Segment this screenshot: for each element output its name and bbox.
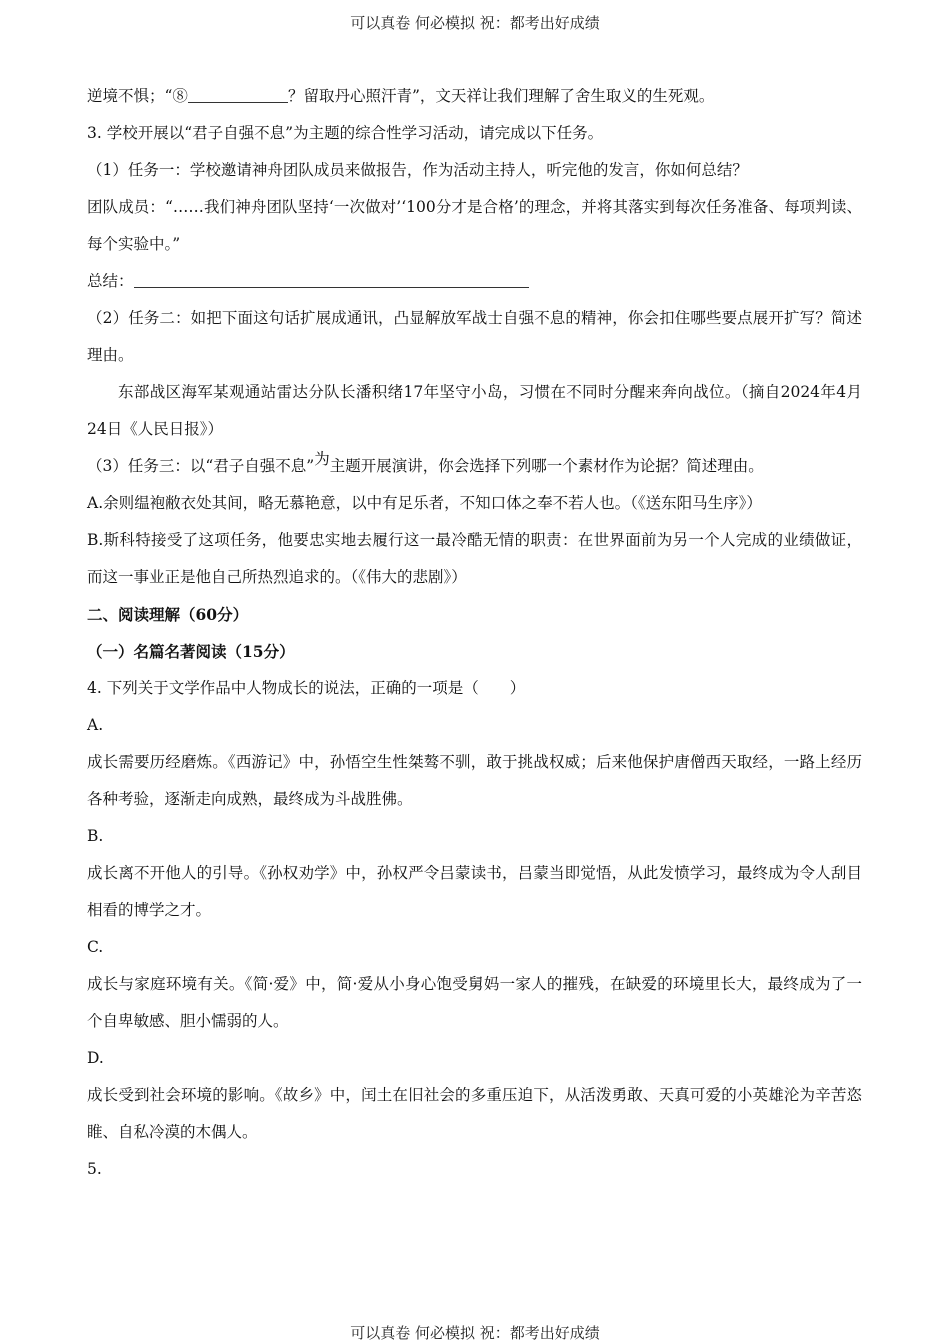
task-3-prompt — [87, 448, 862, 485]
summary-answer-blank[interactable] — [134, 269, 529, 288]
q2-text-before: 逆境不惧；“⑧ — [87, 87, 188, 105]
task-3-raised-char: 为 — [314, 450, 330, 468]
question-5-label: 5. — [87, 1160, 102, 1178]
task-3-option-a: A.余则缊袍敝衣处其间，略无慕艳意，以中有足乐者，不知口体之奉不若人也。（《送东阳马生序》） — [87, 494, 762, 512]
task-3-text-a: （3）任务三：以“君子自强不息” — [87, 457, 315, 475]
q4-option-a-text: 成长需要历经磨炼。《西游记》中，孙悟空生性桀骜不驯，敢于挑战权威；后来他保护唐僧西天取经，一路上经历各种考验，逐渐走向成熟，最终成为斗战胜佛。 — [87, 753, 862, 808]
q4-option-b-label: B. — [87, 827, 104, 845]
q4-option-d-text: 成长受到社会环境的影响。《故乡》中，闰土在旧社会的多重压迫下，从活泼勇敢、天真可爱的小英雄沦为辛苦恣睢、自私冷漠的木偶人。 — [87, 1086, 862, 1141]
question-3-intro: 3. 学校开展以“君子自强不息”为主题的综合性学习活动，请完成以下任务。 — [87, 124, 604, 142]
task-2-prompt: （2）任务二：如把下面这句话扩展成通讯，凸显解放军战士自强不息的精神，你会扣住哪些要点展开扩写？简述理由。 — [87, 309, 862, 364]
task-3-text-b: 主题开展演讲，你会选择下列哪一个素材作为论据？简述理由。 — [329, 457, 764, 475]
q4-option-c-text: 成长与家庭环境有关。《简·爱》中，简·爱从小身心饱受舅妈一家人的摧残，在缺爱的环境里长大，最终成为了一个自卑敏感、胆小懦弱的人。 — [87, 975, 862, 1030]
task-3-option-b: B.斯科特接受了这项任务，他要忠实地去履行这一最冷酷无情的职责：在世界面前为另一个人完成的业绩做证，而这一事业正是他自己所热烈追求的。（《伟大的悲剧》） — [87, 531, 862, 586]
question-4-stem: 4. 下列关于文学作品中人物成长的说法，正确的一项是（ ） — [87, 679, 526, 697]
section-2-subtitle: （一）名篇名著阅读（15分） — [87, 642, 295, 661]
summary-row — [87, 263, 862, 300]
page-header: 可以真卷 何必模拟 祝：都考出好成绩 — [350, 14, 600, 32]
q4-option-c-label: C. — [87, 938, 104, 956]
team-member-quote: 团队成员：“……我们神舟团队坚持‘一次做对’‘100分才是合格’的理念，并将其落实到每次任务准备、每项判读、每个实验中。” — [87, 198, 862, 253]
q4-option-d-label: D. — [87, 1049, 104, 1067]
page-footer: 可以真卷 何必模拟 祝：都考出好成绩 — [350, 1324, 600, 1342]
news-excerpt: 东部战区海军某观通站雷达分队长潘积绪17年坚守小岛，习惯在不同时分醒来奔向战位。（摘自2024年4月24日《人民日报》） — [87, 383, 862, 438]
section-2-title: 二、阅读理解（60分） — [87, 605, 249, 624]
exam-page — [87, 78, 862, 1188]
question-2-tail — [87, 78, 862, 115]
summary-label: 总结： — [87, 272, 134, 290]
q4-option-b-text: 成长离不开他人的引导。《孙权劝学》中，孙权严令吕蒙读书，吕蒙当即觉悟，从此发愤学习，最终成为令人刮目相看的博学之才。 — [87, 864, 862, 919]
q2-text-after: ？留取丹心照汗青”，文天祥让我们理解了舍生取义的生死观。 — [287, 87, 715, 105]
answer-blank-8[interactable] — [188, 84, 288, 103]
task-1-prompt: （1）任务一：学校邀请神舟团队成员来做报告，作为活动主持人，听完他的发言，你如何总结？ — [87, 161, 748, 179]
q4-option-a-label: A. — [87, 716, 104, 734]
